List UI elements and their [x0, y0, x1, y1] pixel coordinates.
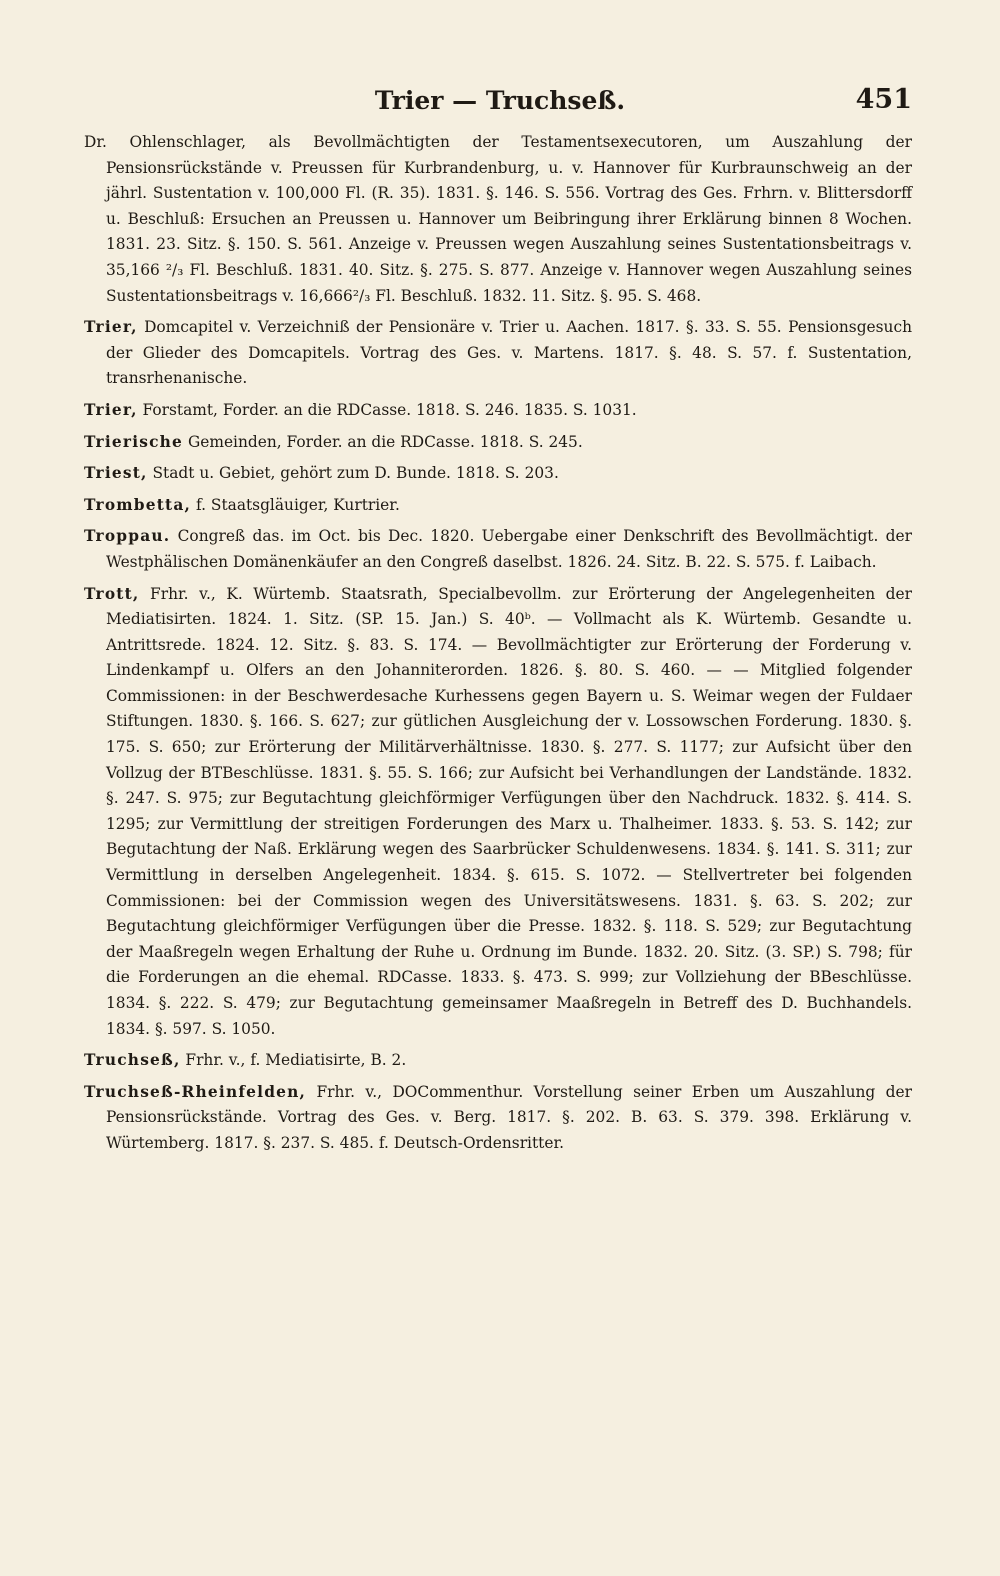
index-body: [84, 130, 912, 1163]
running-header: [0, 82, 1000, 122]
header-title: Trier — Truchseß.: [374, 86, 626, 115]
entry-headword: Triest,: [84, 464, 148, 483]
entry-text: Stadt u. Gebiet, gehört zum D. Bunde. 1818. S. 203.: [147, 464, 559, 483]
entry-headword: Trombetta,: [84, 495, 192, 514]
entry-headword: Trier,: [84, 400, 138, 419]
index-entry: [84, 1048, 912, 1074]
entry-text: Dr. Ohlenschlager, als Bevollmächtigten der Testamentsexecutoren, um Auszahlung der Pensionsrückstände v. Preussen für Kurbrandenburg, u. v. Hannover für Kurbraunschweig an der jährl. Sustentation v. 100,000 Fl. (R. 35). 1831. §. 146. S. 556. Vortrag des Ges. Frhrn. v. Blittersdorff u. Beschluß: Ersuchen an Preussen u. Hannover um Beibringung ihrer Erklärung binnen 8 Wochen. 1831. 23. Sitz. §. 150. S. 561. Anzeige v. Preussen wegen Auszahlung seines Sustentationsbeitrags v. 35,166 ²/₃ Fl. Beschluß. 1831. 40. Sitz. §. 275. S. 877. Anzeige v. Hannover wegen Auszahlung seines Sustentationsbeitrags v. 16,666²/₃ Fl. Beschluß. 1832. 11. Sitz. §. 95. S. 468.: [84, 133, 912, 305]
index-entry: [84, 461, 912, 487]
index-entry: [84, 315, 912, 392]
entry-headword: Troppau.: [84, 527, 171, 546]
entry-headword: Trier,: [84, 318, 138, 337]
index-entry: [84, 1080, 912, 1157]
index-entry: [84, 130, 912, 309]
entry-text: Frhr. v., f. Mediatisirte, B. 2.: [180, 1051, 407, 1070]
entry-text: Frhr. v., K. Würtemb. Staatsrath, Specialbevollm. zur Erörterung der Angelegenheiten der Mediatisirten. 1824. 1. Sitz. (SP. 15. Jan.) S. 40ᵇ. — Vollmacht als K. Würtemb. Gesandte u. Antrittsrede. 1824. 12. Sitz. §. 83. S. 174. — Bevollmächtigter zur Erörterung der Forderung v. Lindenkampf u. Olfers an den Johanniterorden. 1826. §. 80. S. 460. — — Mitglied folgender Commissionen: in der Beschwerdesache Kurhessens gegen Bayern u. S. Weimar wegen der Fuldaer Stiftungen. 1830. §. 166. S. 627; zur gütlichen Ausgleichung der v. Lossowschen Forderung. 1830. §. 175. S. 650; zur Erörterung der Militärverhältnisse. 1830. §. 277. S. 1177; zur Aufsicht über den Vollzug der BTBeschlüsse. 1831. §. 55. S. 166; zur Aufsicht bei Verhandlungen der Landstände. 1832. §. 247. S. 975; zur Begutachtung gleichförmiger Verfügungen über den Nachdruck. 1832. §. 414. S. 1295; zur Vermittlung der streitigen Forderungen des Marx u. Thalheimer. 1833. §. 53. S. 142; zur Begutachtung der Naß. Erklärung wegen des Saarbrücker Schuldenwesens. 1834. §. 141. S. 311; zur Vermittlung in derselben Angelegenheit. 1834. §. 615. S. 1072. — Stellvertreter bei folgenden Commissionen: bei der Commission wegen des Universitätswesens. 1831. §. 63. S. 202; zur Begutachtung gleichförmiger Verfügungen über die Presse. 1832. §. 118. S. 529; zur Begutachtung der Maaßregeln wegen Erhaltung der Ruhe u. Ordnung im Bunde. 1832. 20. Sitz. (3. SP.) S. 798; für die Forderungen an die ehemal. RDCasse. 1833. §. 473. S. 999; zur Vollziehung der BBeschlüsse. 1834. §. 222. S. 479; zur Begutachtung gemeinsamer Maaßregeln in Betreff des D. Buchhandels. 1834. §. 597. S. 1050.: [106, 584, 912, 1038]
index-entry: [84, 430, 912, 456]
index-entry: [84, 582, 912, 1043]
index-entry: [84, 398, 912, 424]
entry-headword: Trott,: [84, 584, 140, 603]
entry-text: Congreß das. im Oct. bis Dec. 1820. Uebergabe einer Denkschrift des Bevollmächtigt. der Westphälischen Domänenkäufer an den Congreß daselbst. 1826. 24. Sitz. B. 22. S. 575. f. Laibach.: [106, 527, 912, 571]
index-entry: [84, 493, 912, 519]
entry-headword: Truchseß,: [84, 1051, 181, 1070]
entry-headword: Trierische: [84, 432, 184, 451]
entry-headword: Truchseß-Rheinfelden,: [84, 1082, 307, 1101]
entry-text: Domcapitel v. Verzeichniß der Pensionäre v. Trier u. Aachen. 1817. §. 33. S. 55. Pensionsgesuch der Glieder des Domcapitels. Vortrag des Ges. v. Martens. 1817. §. 48. S. 57. f. Sustentation, transrhenanische.: [106, 318, 912, 388]
entry-text: Gemeinden, Forder. an die RDCasse. 1818. S. 245.: [183, 432, 583, 451]
entry-text: f. Staatsgläuiger, Kurtrier.: [191, 495, 400, 514]
entry-text: Frhr. v., DOCommenthur. Vorstellung seiner Erben um Auszahlung der Pensionsrückstände. Vortrag des Ges. v. Berg. 1817. §. 202. B. 63. S. 379. 398. Erklärung v. Würtemberg. 1817. §. 237. S. 485. f. Deutsch-Ordensritter.: [106, 1082, 912, 1152]
page-number: 451: [855, 84, 912, 115]
entry-text: Forstamt, Forder. an die RDCasse. 1818. S. 246. 1835. S. 1031.: [137, 400, 637, 419]
index-entry: [84, 524, 912, 575]
